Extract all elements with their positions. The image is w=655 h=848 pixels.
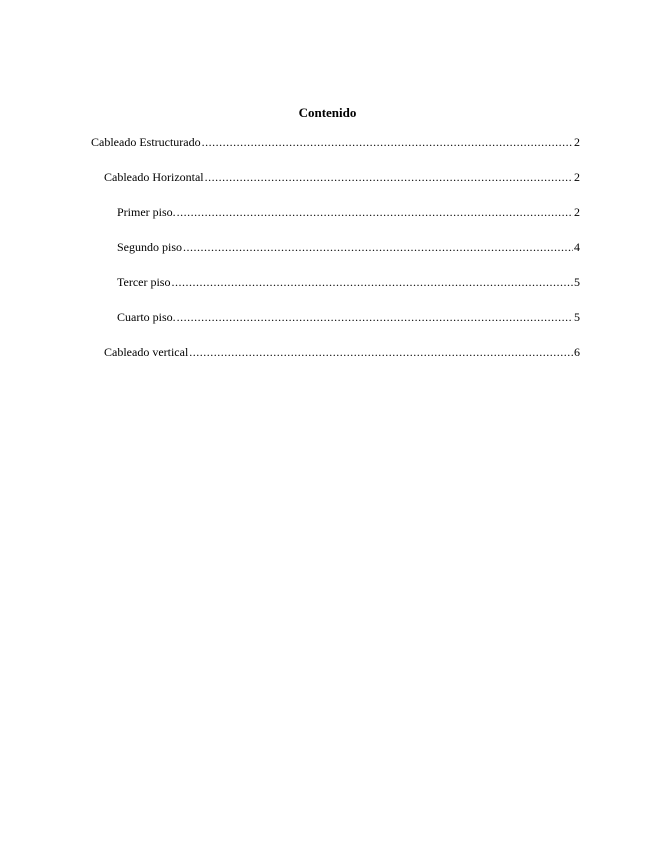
toc-dot-leader xyxy=(183,239,573,255)
toc-entry-page: 2 xyxy=(574,170,580,184)
toc-entry-label: Cuarto piso. xyxy=(117,310,176,324)
toc-dot-leader xyxy=(205,169,573,185)
toc-entry-page: 2 xyxy=(574,205,580,219)
toc-dot-leader xyxy=(189,344,573,360)
toc-entry-label: Tercer piso xyxy=(117,275,171,289)
toc-entry-page: 6 xyxy=(574,345,580,359)
toc-dot-leader xyxy=(177,309,573,325)
toc-entry-label: Cableado Horizontal xyxy=(104,170,204,184)
toc-entry-label: Cableado vertical xyxy=(104,345,189,359)
toc-entry-page: 5 xyxy=(574,275,580,289)
toc-dot-leader xyxy=(177,204,573,220)
toc-entry-page: 4 xyxy=(574,240,580,254)
toc-entry[interactable] xyxy=(91,169,580,204)
toc-entry-label: Segundo piso xyxy=(117,240,183,254)
toc-dot-leader xyxy=(171,274,573,290)
table-of-contents xyxy=(91,134,580,379)
toc-entry-page: 2 xyxy=(574,135,580,149)
toc-entry[interactable] xyxy=(91,274,580,309)
toc-title: Contenido xyxy=(298,105,357,120)
toc-entry-page: 5 xyxy=(574,310,580,324)
toc-entry-label: Cableado Estructurado xyxy=(91,135,201,149)
toc-entry[interactable] xyxy=(91,134,580,169)
toc-entry-label: Primer piso. xyxy=(117,205,176,219)
toc-entry[interactable] xyxy=(91,344,580,379)
toc-entry[interactable] xyxy=(91,239,580,274)
toc-entry[interactable] xyxy=(91,204,580,239)
toc-dot-leader xyxy=(202,134,573,150)
toc-entry[interactable] xyxy=(91,309,580,344)
